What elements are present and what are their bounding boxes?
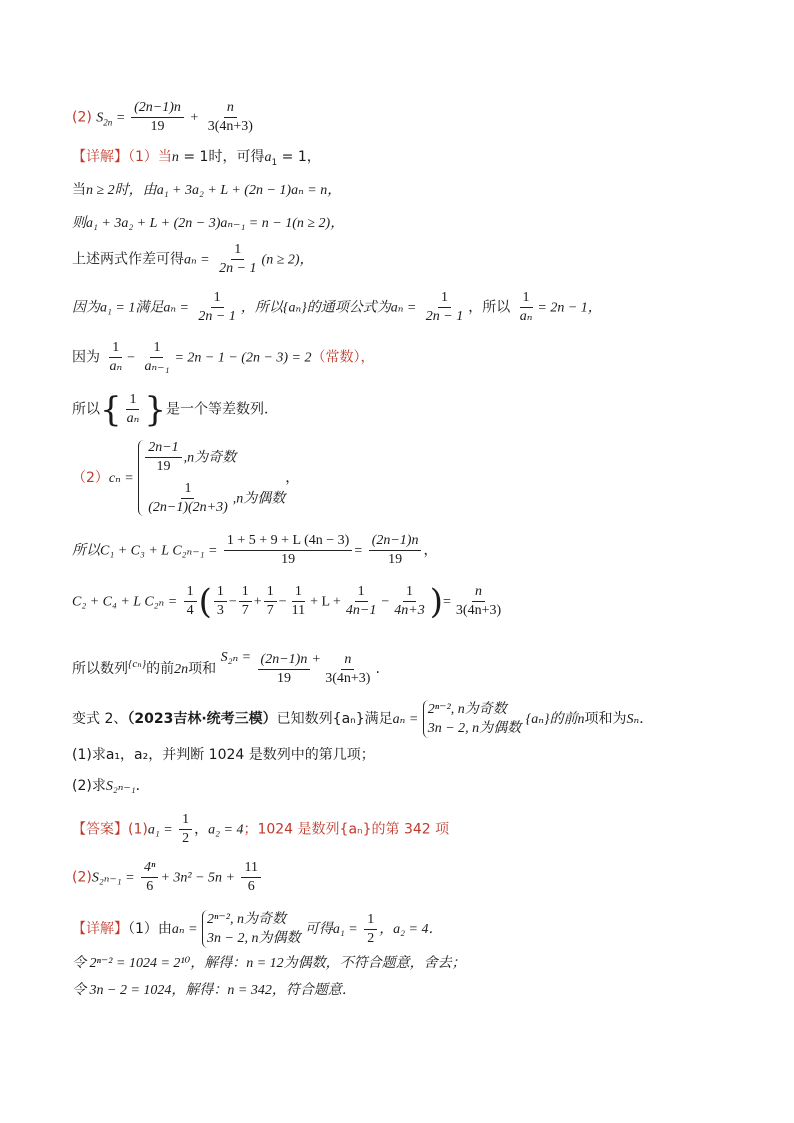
detail2-line3 [72,980,356,1001]
text: （1）由 [128,921,172,937]
math: S₂ₙ = [220,650,252,665]
numerator: 1 [126,392,139,410]
detail-tag: 【详解】 [72,149,128,165]
denominator: 19 [276,671,291,686]
fraction [145,440,181,475]
text: 项和 [188,661,217,677]
text: ， [285,470,300,486]
denominator: 19 [281,552,296,567]
detail2-line1 [72,910,443,948]
text: （常数）， [311,349,375,366]
case-text: ,n为偶数 [232,491,286,507]
text: ． [135,778,150,794]
fraction [216,242,259,277]
sum-statement [72,648,380,687]
denominator: aₙ [126,411,140,426]
detail-line-6 [72,340,375,375]
denominator: aₙ [109,359,123,374]
fraction [364,912,377,947]
numerator: 1 [264,584,277,602]
answer2-line2 [72,860,263,895]
text: 所以 [72,401,100,418]
part-label: （2） [72,470,109,486]
text: 所以数列 [72,661,128,677]
fraction [343,584,379,619]
math: aₙ = [392,712,419,727]
fraction [131,100,184,135]
detail-tag: 【详解】 [72,921,128,937]
math: aₙ = [184,252,210,268]
numerator: n [472,584,485,602]
math: n [577,712,585,727]
fraction [322,652,373,687]
fraction [214,584,227,619]
s-subscript: 2n [103,117,113,128]
left-paren: ( [198,581,212,622]
denominator: 2 [367,930,375,946]
math: + 3n² − 5n + [160,870,236,886]
numerator: n [341,652,354,670]
numerator: 4ⁿ [141,860,158,878]
text: . [375,661,380,677]
text: 的前 [146,661,175,677]
math: C₂ + C₄ + L C₂ₙ = [72,594,178,610]
answer-s2n-line [72,100,258,135]
numerator: (2n−1)n [131,100,184,118]
variant2-q1 [72,745,375,765]
case-odd [143,440,285,475]
denominator: (2n−1)(2n+3) [148,500,228,515]
case-even: 3n − 2, n为偶数 [427,721,522,736]
text: 已知数列{aₙ}满足 [276,711,393,727]
cn-definition [72,440,299,516]
detail-line-5 [72,290,602,325]
math: aₙ = [171,922,198,937]
plus: + [312,652,321,667]
detail-line-4 [72,242,314,277]
text: 当 [72,182,86,198]
math: a₁ = [147,822,173,838]
math: 则a₁ + 3a₂ + L + (2n − 3)aₙ₋₁ = n − 1(n ≥ 2)， [72,216,345,231]
detail-line-7 [72,389,278,430]
math: a [264,150,272,165]
equals: = [443,594,451,610]
operator: − [381,594,390,610]
fraction [142,340,173,375]
denominator: 2 [182,831,190,846]
denominator: 3 [216,603,224,618]
text: ． [639,711,654,727]
fraction [184,584,197,619]
text: 因为 [72,349,100,366]
operator: + L + [310,594,341,610]
case-text: ,n为奇数 [183,450,237,466]
numerator: 1 + 5 + 9 + L (4n − 3) [224,533,352,551]
case-even [143,481,285,516]
fraction [205,100,256,135]
math: Sₙ [626,712,640,727]
text: (1) [128,821,148,838]
math: {aₙ}的前 [525,712,578,727]
variant2-title [72,700,653,738]
fraction [391,584,427,619]
denominator: 19 [388,552,403,567]
math: cₙ = [108,471,134,486]
variant2-q2 [72,776,150,797]
math: = 2n − 1， [537,300,602,316]
denominator: 4n+3 [394,603,425,618]
text: ， [423,542,438,559]
numerator: 1 [184,584,197,602]
part-label: (2) [72,109,92,126]
denominator: 2n − 1 [219,261,257,276]
numerator: 1 [231,242,244,260]
text: （1）当 [128,149,172,165]
s-symbol: S [96,110,104,126]
minus: − [127,350,136,366]
numerator: (2n−1)n [369,533,422,551]
numerator: 1 [211,290,224,308]
text: = 1， [277,149,321,165]
text: (2)求 [72,778,106,794]
numerator: (2n−1)n [258,652,311,670]
answer-tag: 【答案】 [72,821,128,838]
math: 所以C₁ + C₃ + L C₂ₙ₋₁ = [72,543,218,559]
detail-line-3 [72,213,344,234]
fraction [239,584,252,619]
denominator: 2n − 1 [198,309,236,324]
text: 上述两式作差可得 [72,251,184,268]
math: n ≥ 2时，由 [86,183,157,198]
piecewise [202,910,300,948]
case-even: 3n − 2, n为偶数 [207,931,301,946]
fraction [423,290,466,325]
even-sum-line [72,581,506,622]
detail2-line2 [72,953,466,974]
math: a₁ + 3a₂ + L + (2n − 1)aₙ = n， [156,183,342,198]
math: n [171,150,179,165]
text: 项和为 [584,711,627,727]
fraction [453,584,504,619]
piecewise [138,440,285,516]
math: ，a₂ = 4． [379,922,443,937]
denominator: 4 [186,603,194,618]
piecewise [423,700,521,738]
math: 令 2ⁿ⁻² = 1024 = 2¹⁰，解得：n = 12为偶数，不符合题意，舍去； [72,956,466,971]
numerator: 1 [239,584,252,602]
text: 变式 2、 [72,711,128,727]
plus: + [190,110,199,126]
numerator: 11 [241,860,260,878]
question: (1)求a₁，a₂，并判断 1024 是数列中的第几项； [72,747,375,763]
fraction [145,481,231,516]
text: ，所以 [468,299,511,316]
numerator: 1 [355,584,368,602]
numerator: 1 [292,584,305,602]
fraction [517,290,536,325]
text: = 1时，可得 [178,149,265,165]
denominator: 7 [241,603,249,618]
denominator: 6 [247,879,255,894]
numerator: n [224,100,237,118]
math: {cₙ} [128,658,147,670]
equals: = [116,110,125,126]
denominator: 3(4n+3) [207,119,253,134]
denominator: 7 [266,603,274,618]
subscript: 1 [271,158,278,168]
case-odd: 2ⁿ⁻², n为奇数 [207,912,286,927]
text: 是一个等差数列． [165,401,278,418]
denominator: 19 [150,119,165,134]
fraction [369,533,422,568]
fraction [195,290,238,325]
numerator: 1 [181,481,194,499]
right-brace: } [144,389,166,430]
left-brace: { [100,389,122,430]
denominator: 2n − 1 [425,309,464,324]
math: 令 3n − 2 = 1024，解得：n = 342，符合题意． [72,983,356,998]
answer2-line1 [72,812,449,847]
detail-line-1 [72,147,321,173]
denominator: 6 [146,879,154,894]
denominator: 4n−1 [345,603,377,618]
numerator: 1 [438,290,451,308]
fraction [258,652,311,687]
math: (n ≥ 2)， [261,252,314,268]
fraction [106,340,125,375]
numerator: 1 [403,584,416,602]
operator: − [278,594,287,610]
math: ，所以{aₙ}的通项公式为aₙ = [240,300,417,316]
math: 因为a₁ = 1满足aₙ = [72,300,189,316]
text: ；1024 是数列{aₙ}的第 342 项 [243,821,450,838]
text: (2) [72,869,92,886]
math: S₂ₙ₋₁ [105,779,136,794]
odd-sum-line [72,533,437,568]
operator: + [253,594,262,610]
fraction [289,584,308,619]
denominator: 3(4n+3) [325,671,371,686]
fraction [241,860,260,895]
numerator: 1 [109,340,122,358]
math: 2n [174,662,189,677]
operator: − [228,594,237,610]
detail-line-2 [72,180,341,201]
math: 可得a₁ = [304,922,358,937]
right-paren: ) [429,581,443,622]
fraction [124,392,143,427]
fraction [264,584,277,619]
fraction [141,860,158,895]
equals: = [354,543,363,559]
denominator: aₙ [519,309,533,324]
math: = 2n − 1 − (2n − 3) = 2 [174,350,312,366]
math: S₂ₙ₋₁ = [91,870,135,886]
numerator: 1 [179,812,192,830]
denominator: aₙ₋₁ [144,359,170,374]
numerator: 1 [214,584,227,602]
denominator: 11 [291,603,306,618]
fraction [224,533,352,568]
denominator: 3(4n+3) [455,603,502,618]
source: （2023吉林·统考三模） [127,711,277,727]
text: ， [194,821,209,838]
numerator: 1 [150,340,163,358]
fraction [179,812,192,847]
case-odd: 2ⁿ⁻², n为奇数 [427,702,507,717]
numerator: 1 [520,290,533,308]
numerator: 2n−1 [145,440,181,458]
numerator: 1 [364,912,377,930]
math: a₂ = 4 [208,822,244,838]
denominator: 19 [156,459,171,474]
